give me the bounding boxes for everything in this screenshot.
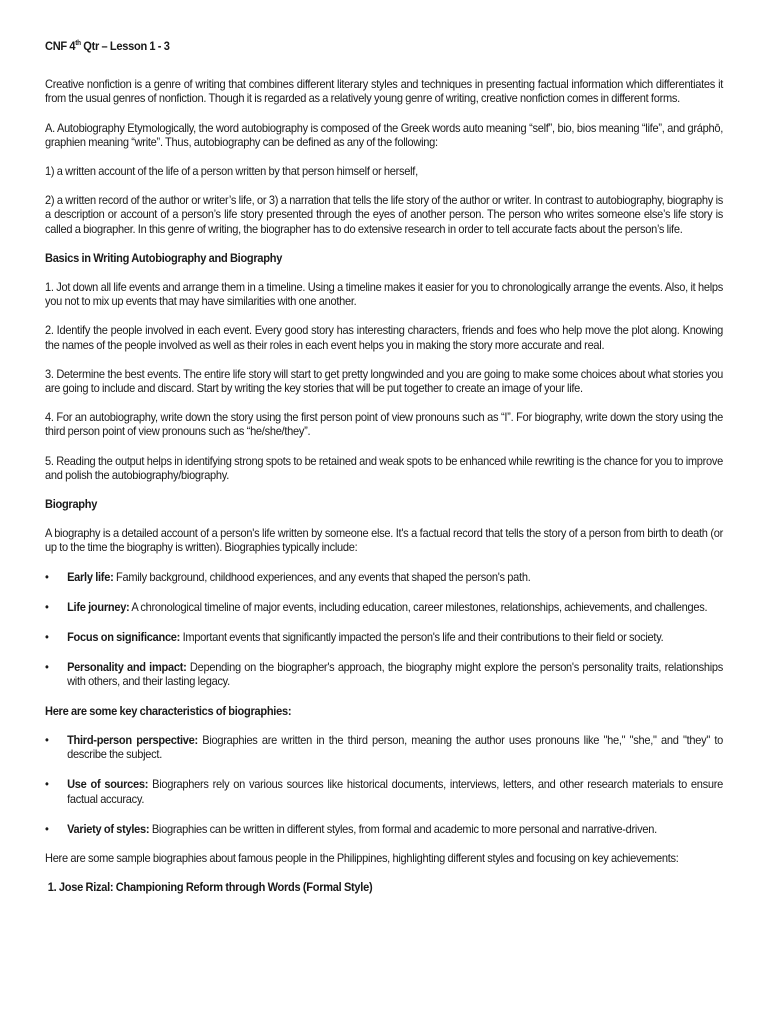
item-text: Family background, childhood experiences, and any events that shaped the person's path.: [113, 569, 531, 584]
bullet-icon: •: [45, 599, 49, 614]
item-term: Variety of styles:: [67, 821, 150, 836]
step-2: 2. Identify the people involved in each event. Every good story has interesting characters, friends and foes who help move the plot along. Knowing the names of the people involved as well as their roles in each event helps you in making the story more accurate and real.: [45, 323, 724, 352]
autobiography-definition: A. Autobiography Etymologically, the word autobiography is composed of the Greek words auto meaning “self”, bio, bios meaning “life”, and gráphō, graphien meaning “write”. Thus, autobiography can be defined as any of the following:: [45, 120, 724, 149]
step-3: 3. Determine the best events. The entire life story will start to get pretty longwinded and you are going to make some choices about what stories you are going to include and discard. Start by writing the key stories that will be put together to create an image of your life.: [45, 366, 724, 396]
bullet-icon: •: [45, 660, 49, 675]
bullet-icon: •: [45, 732, 49, 747]
list-item: [45, 733, 723, 761]
bullet-icon: •: [45, 821, 49, 836]
item-term: Early life:: [67, 569, 114, 584]
list-item: [45, 822, 723, 836]
basics-heading: Basics in Writing Autobiography and Biography: [45, 250, 283, 265]
list-item: [45, 630, 723, 644]
biography-heading: Biography: [45, 497, 98, 512]
bullet-icon: •: [45, 630, 49, 645]
sample-1-heading: 1. Jose Rizal: Championing Reform through Words (Formal Style): [47, 880, 373, 895]
document-page: [45, 39, 723, 894]
document-title: [45, 39, 723, 53]
item-term: Personality and impact:: [67, 660, 187, 675]
characteristics-heading: Here are some key characteristics of biographies:: [45, 703, 292, 718]
biography-intro: A biography is a detailed account of a person's life written by someone else. It's a factual record that tells the story of a person from birth to death (or up to the time the biography is written). Biographies typically include:: [45, 526, 724, 555]
characteristics-list: [45, 733, 723, 836]
item-text: A chronological timeline of major events, including education, career milestones, relationships, achievements, and challenges.: [129, 599, 708, 614]
definition-1: 1) a written account of the life of a person written by that person himself or herself,: [45, 164, 418, 179]
samples-intro: Here are some sample biographies about famous people in the Philippines, highlighting different styles and focusing on key achievements:: [45, 850, 679, 865]
item-term: Focus on significance:: [67, 630, 181, 645]
bullet-icon: •: [45, 569, 49, 584]
item-term: Third-person perspective:: [67, 732, 198, 747]
bullet-icon: •: [45, 777, 49, 792]
intro-paragraph: Creative nonfiction is a genre of writing that combines different literary styles and techniques in presenting factual information which differentiates it from the usual genres of nonfiction. Though it is regarded as a relatively young genre of writing, creative nonfiction comes in different forms.: [45, 77, 724, 106]
item-text: Biographers rely on various sources like historical documents, interviews, letters, and other research materials to ensure factual accuracy.: [67, 777, 724, 806]
list-item: [45, 660, 723, 688]
item-text: Biographies can be written in different styles, from formal and academic to more personal and narrative-driven.: [149, 821, 657, 836]
item-term: Life journey:: [67, 599, 130, 614]
title-suffix: Qtr – Lesson 1 - 3: [80, 39, 170, 53]
definition-2: 2) a written record of the author or writer’s life, or 3) a narration that tells the life story of the author or writer. In contrast to autobiography, biography is a description or account of a person’s life story presented through the eyes of another person. The person who writes someone else’s life story is called a biographer. In this genre of writing, the biographer has to do extensive research in order to tell accurate facts about the person’s life.: [45, 193, 724, 236]
biography-includes-list: [45, 570, 723, 689]
item-text: Important events that significantly impacted the person's life and their contributions to their field or society.: [180, 630, 664, 645]
list-item: [45, 600, 723, 614]
title-prefix: CNF 4: [45, 39, 76, 53]
title-superscript: th: [75, 40, 81, 47]
step-5: 5. Reading the output helps in identifying strong spots to be retained and weak spots to be enhanced while rewriting is the chance for you to improve and polish the autobiography/biography.: [45, 453, 724, 482]
item-text: Depending on the biographer's approach, the biography might explore the person's personality traits, relationships with others, and their lasting legacy.: [67, 660, 724, 689]
step-4: 4. For an autobiography, write down the story using the first person point of view pronouns such as “I”. For biography, write down the story using the third person point of view pronouns such as “he/she/they”.: [45, 410, 724, 439]
item-text: Biographies are written in the third person, meaning the author uses pronouns like "he," "she," and "they" to describe the subject.: [67, 732, 724, 762]
step-1: 1. Jot down all life events and arrange them in a timeline. Using a timeline makes it easier for you to chronologically arrange the events. Also, it helps you not to mix up events that may have similarities with one another.: [45, 280, 724, 309]
list-item: [45, 570, 723, 584]
list-item: [45, 777, 723, 805]
item-term: Use of sources:: [67, 777, 149, 792]
